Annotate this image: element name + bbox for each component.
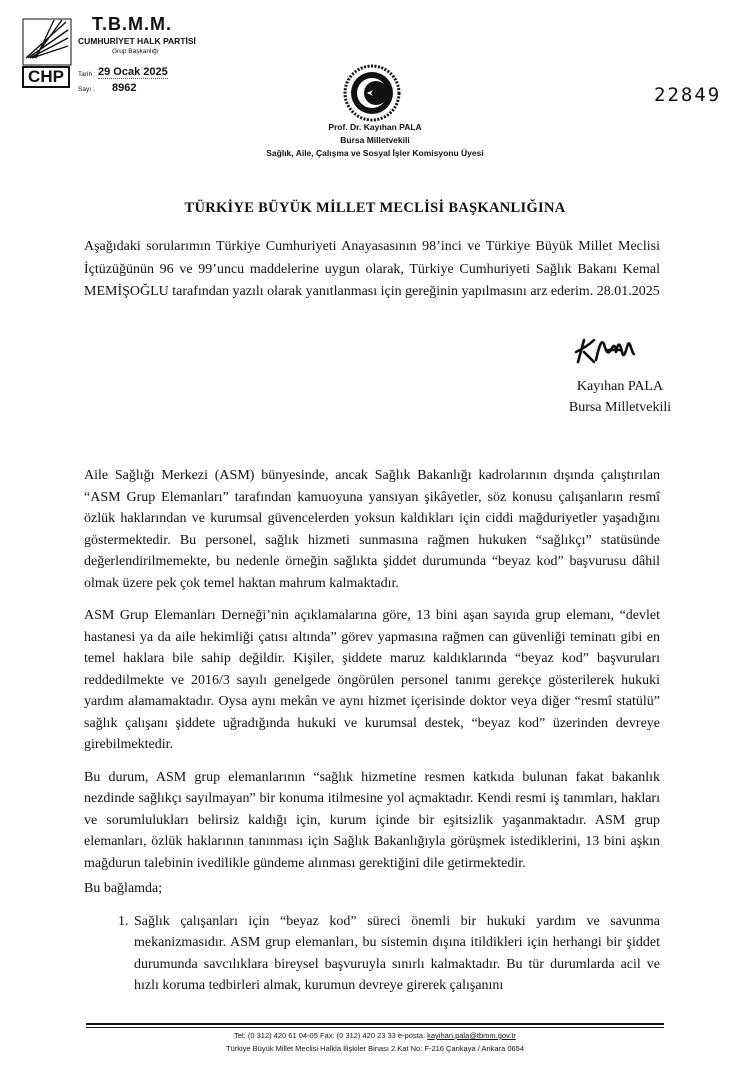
footer-contact-text: Tel: (0 312) 420 61 04-05 Fax: (0 312) 420 23 33 e-posta: (234, 1031, 426, 1040)
stamp-party: CUMHURİYET HALK PARTİSİ (78, 36, 196, 46)
chp-logo (22, 18, 72, 68)
question-list (84, 911, 660, 997)
tbmm-emblem (343, 64, 401, 122)
question-item: 1. Sağlık çalışanları için “beyaz kod” süreci önemli bir hukuki yardım ve savunma mekanizmasıdır. ASM grup elemanları, bu sistemin dışına itildikleri için herhangi bir şiddet durumunda savcılıklara bireysel başvuruyla sınırlı kalmaktadır. Bu tür durumlarda acil ve hızlı koruma tedbirleri almak, kurumun devreye girerek çalışanını (132, 911, 660, 997)
letter-heading: TÜRKİYE BÜYÜK MİLLET MECLİSİ BAŞKANLIĞINA (184, 200, 566, 216)
handwritten-signature (572, 330, 682, 370)
footer (0, 1029, 750, 1055)
stamp-number: 8962 (112, 82, 137, 94)
footer-rule-thin (86, 1027, 664, 1028)
sender-block (0, 121, 750, 160)
sender-name: Prof. Dr. Kayıhan PALA (328, 122, 422, 132)
body-paragraph: ASM Grup Elemanları Derneği’nin açıklamalarına göre, 13 bini aşan sayıda grup elemanı, “devlet hastanesi ya da aile hekimliği çatısı altında” görev yapmasına rağmen can güvenliği teminatı gibi en temel haklara bile sahip değildir. Kişiler, şiddete maruz kaldıklarında “beyaz kod” başvuruları reddedilmekte ve 2016/3 sayılı genelgede öngörülen personel tanımı gerekçe gösterilerek hukuki yardım alamamaktadır. Oysa aynı mekân ve aynı hizmet içerisinde doktor veya diğer “resmî statülü” sağlık çalışanı şiddete uğradığında hukuki ve kurumsal destek, “beyaz kod” üzerinden devreye girebilmektedir. (84, 608, 660, 752)
letter-body (84, 465, 660, 997)
body-paragraph: Bu durum, ASM grup elemanlarının “sağlık hizmetine resmen katkıda bulunan fakat bakanlık nezdinde sağlıkçı sayılmayan” bir konuma itilmesine yol açmaktadır. Kendi resmi iş tanımları, hakları ve sorumlulukları belirsiz kaldığı için, kurum içinde bir eşitsizlik yaşanmaktadır. ASM grup elemanları, özlük haklarının tanınması için Sağlık Bakanlığıyla görüşmek istediklerini, 13 bini aşkın mağdurun talebinin ivedilikle gündeme alınması gerektiğini dile getirmektedir. (84, 769, 660, 871)
stamp-group: Grup Başkanlığı (112, 48, 159, 55)
body-paragraph: Aile Sağlığı Merkezi (ASM) bünyesinde, ancak Sağlık Bakanlığı kadrolarının dışında çalıştırılan “ASM Grup Elemanları” tarafından kamuoyuna yansıyan şikâyetler, söz konusu çalışanların resmî özlük haklarından ve kurumsal güvencelerden yoksun kaldıkları için ciddi mağduriyetler yaşadığını göstermektedir. Bu personel, sağlık hizmeti sunmasına rağmen hukuken “sağlıkçı” statüsünde değerlendirilmemekte, bu nedenle örneğin sağlıkta şiddet durumunda “beyaz kod” başvurusu dâhil olmak üzere pek çok temel haktan mahrum kalmaktadır. (84, 468, 660, 591)
sender-commission: Sağlık, Aile, Çalışma ve Sosyal İşler Komisyonu Üyesi (266, 148, 484, 158)
document-number: 22849 (654, 84, 722, 106)
footer-contact (0, 1029, 750, 1042)
chp-logo-text: CHP (22, 66, 70, 88)
stamp-date: 29 Ocak 2025 (98, 66, 168, 78)
footer-email-link[interactable]: kayihan.pala@tbmm.gov.tr (427, 1031, 516, 1040)
footer-rule (86, 1023, 664, 1025)
sender-role: Bursa Milletvekili (340, 135, 410, 145)
stamp-tbmm: T.B.M.M. (92, 14, 172, 34)
footer-address: Türkiye Büyük Millet Meclisi Halkla İlişkiler Binası 2.Kat No: F-216 Çankaya / Ankara 0654 (225, 1044, 525, 1053)
stamp-date-label: Tarih : (78, 71, 96, 78)
lead-in: Bu bağlamda; (84, 881, 163, 896)
grup-stamp (22, 14, 212, 96)
intro-paragraph: Aşağıdaki sorularımın Türkiye Cumhuriyeti Anayasasının 98’inci ve Türkiye Büyük Millet Meclisi İçtüzüğünün 96 ve 99’uncu maddelerine uygun olarak, Türkiye Cumhuriyeti Sağlık Bakanı Kemal MEMİŞOĞLU tarafından yazılı olarak yanıtlanması için gereğinin yapılmasını arz ederim. 28.01.2025 (84, 239, 660, 299)
signer-role: Bursa Milletvekili (568, 400, 672, 415)
signer-name: Kayıhan PALA (576, 379, 664, 394)
signer-block (540, 376, 700, 418)
stamp-number-label: Sayı : (78, 86, 95, 93)
